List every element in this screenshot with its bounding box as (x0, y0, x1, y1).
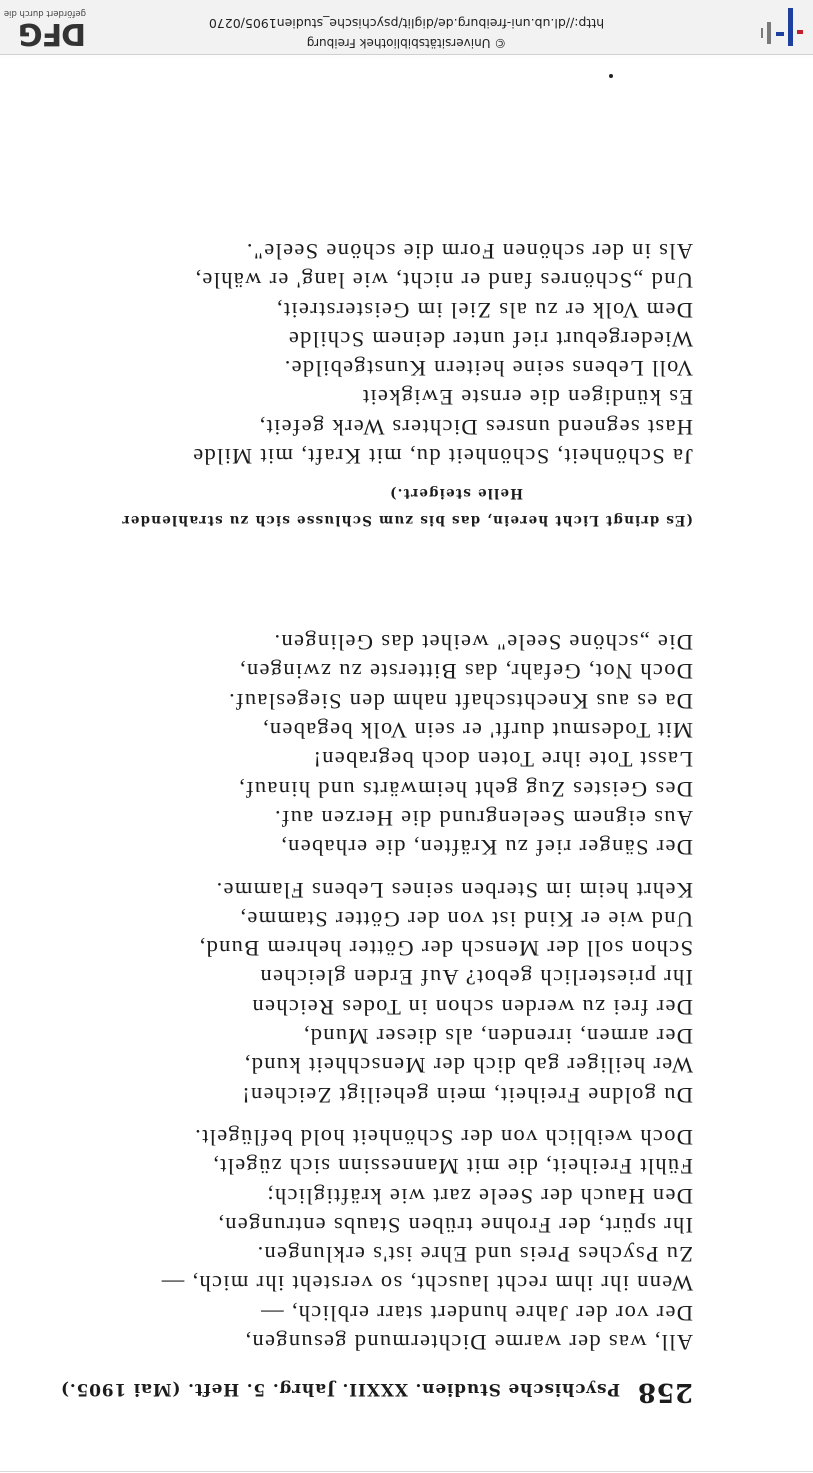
verse-line: Dem Volk er zu als Ziel im Geisterstreit, (275, 297, 693, 323)
stanza-2 (53, 875, 693, 1109)
verse-line: Aus eignem Seelengrund die Herzen auf. (273, 805, 693, 831)
verse-line: Kehrt heim im Sterben seines Lebens Flamme. (215, 877, 693, 903)
verse-line: Und „Schönres fand er nicht, wie lang' er wähle, (194, 268, 693, 294)
verse-line: Des Geistes Zug geht heimwärts und hinauf, (237, 776, 693, 802)
verse-line: Und wie er Kind ist von der Götter Stamme, (239, 906, 693, 932)
verse-line: Wiedergeburt rief unter deinem Schilde (287, 326, 693, 352)
verse-line: Es kündigen die ernste Ewigkeit (361, 385, 693, 411)
permalink-url[interactable]: http://dl.ub.uni-freiburg.de/diglit/psychische_studien1905/0270 (208, 16, 605, 31)
verse-line: Die „schöne Seele" weihet das Gelingen. (273, 630, 693, 656)
running-head-text: Psychische Studien. XXXII. Jahrg. 5. Heft. (Mai 1905.) (60, 1379, 621, 1399)
verse-line: Ihr priesterlich gebot? Auf Erden gleichen (259, 965, 693, 991)
verse-line: Wer heiliger gab dich der Menschheit kund, (243, 1053, 693, 1079)
verse-line: Da es aus Knechtschaft nahm den Siegeslauf. (227, 688, 693, 714)
verse-line: Der vor der Jahre hundert starr erblich, — (259, 1300, 693, 1326)
verse-line: Schon soll der Mensch der Götter hehrem Bund, (198, 936, 693, 962)
page-number: 258 (637, 1377, 693, 1407)
verse-line: Den Hauch der Seele zart wie kräftiglich; (266, 1183, 693, 1209)
verse-line: Lasst Tote ihre Toten doch begraben! (312, 747, 693, 773)
verse-line: All, was der warme Dichtermund gesungen, (244, 1330, 693, 1355)
stanza-3 (53, 628, 693, 862)
verse-line: Als in der schönen Form die schöne Seele". (245, 238, 693, 264)
poem-part-1 (53, 615, 693, 1357)
verse-line: Mit Todesmut durft' er sein Volk begaben, (261, 718, 693, 744)
dfg-funding-text: gefördert durch die (3, 8, 86, 18)
stage-direction-line-2: Helle steigert.) (388, 485, 523, 501)
copyright-notice: © Universitätsbibliothek Freiburg (306, 36, 507, 50)
poem-part-2 (53, 237, 693, 471)
verse-line: Zu Psyches Preis und Ehre ist's erklungen. (256, 1242, 693, 1268)
dfg-logo-text: DFG (18, 16, 86, 51)
verse-line: Der armen, irrenden, als dieser Mund, (302, 1024, 693, 1050)
page-edge (0, 1471, 813, 1472)
verse-line: Voll Lebens seine heitern Kunstgebilde. (283, 356, 693, 382)
verse-line: Der Sänger rief zu Kräften, die erhaben, (279, 835, 693, 861)
stage-direction (53, 479, 693, 533)
stage-direction-line-1: (Es dringt Licht herein, das bis zum Schlusse sich zu strahlender (121, 512, 693, 528)
running-head (60, 1377, 693, 1407)
library-footer (0, 0, 813, 55)
verse-line: Doch weiblich von der Schönheit hold beflügelt. (193, 1124, 693, 1150)
verse-line: Der frei zu werden schon in Todes Reichen (251, 994, 693, 1020)
verse-line: Wenn ihr ihm recht lauscht, so versteht ihr mich, — (160, 1271, 693, 1297)
verse-line: Ja Schönheit, Schönheit du, mit Kraft, mit Milde (191, 444, 693, 469)
verse-line: Ihr spürt, der Frohne trüben Staubs entrungen, (217, 1212, 693, 1238)
scanned-page (0, 58, 813, 1473)
verse-line: Hast segnend unsres Dichters Werk gefeit, (258, 414, 693, 440)
verse-line: Du goldne Freiheit, mein geheiligt Zeichen! (240, 1082, 693, 1108)
verse-line: Fühlt Freiheit, die mit Mannessinn sich zügelt, (211, 1154, 693, 1180)
print-speck (609, 74, 613, 78)
stanza-1 (53, 1123, 693, 1357)
verse-line: Doch Not, Gefahr, das Bitterste zu zwingen, (238, 659, 693, 685)
dfg-logo (3, 6, 86, 51)
